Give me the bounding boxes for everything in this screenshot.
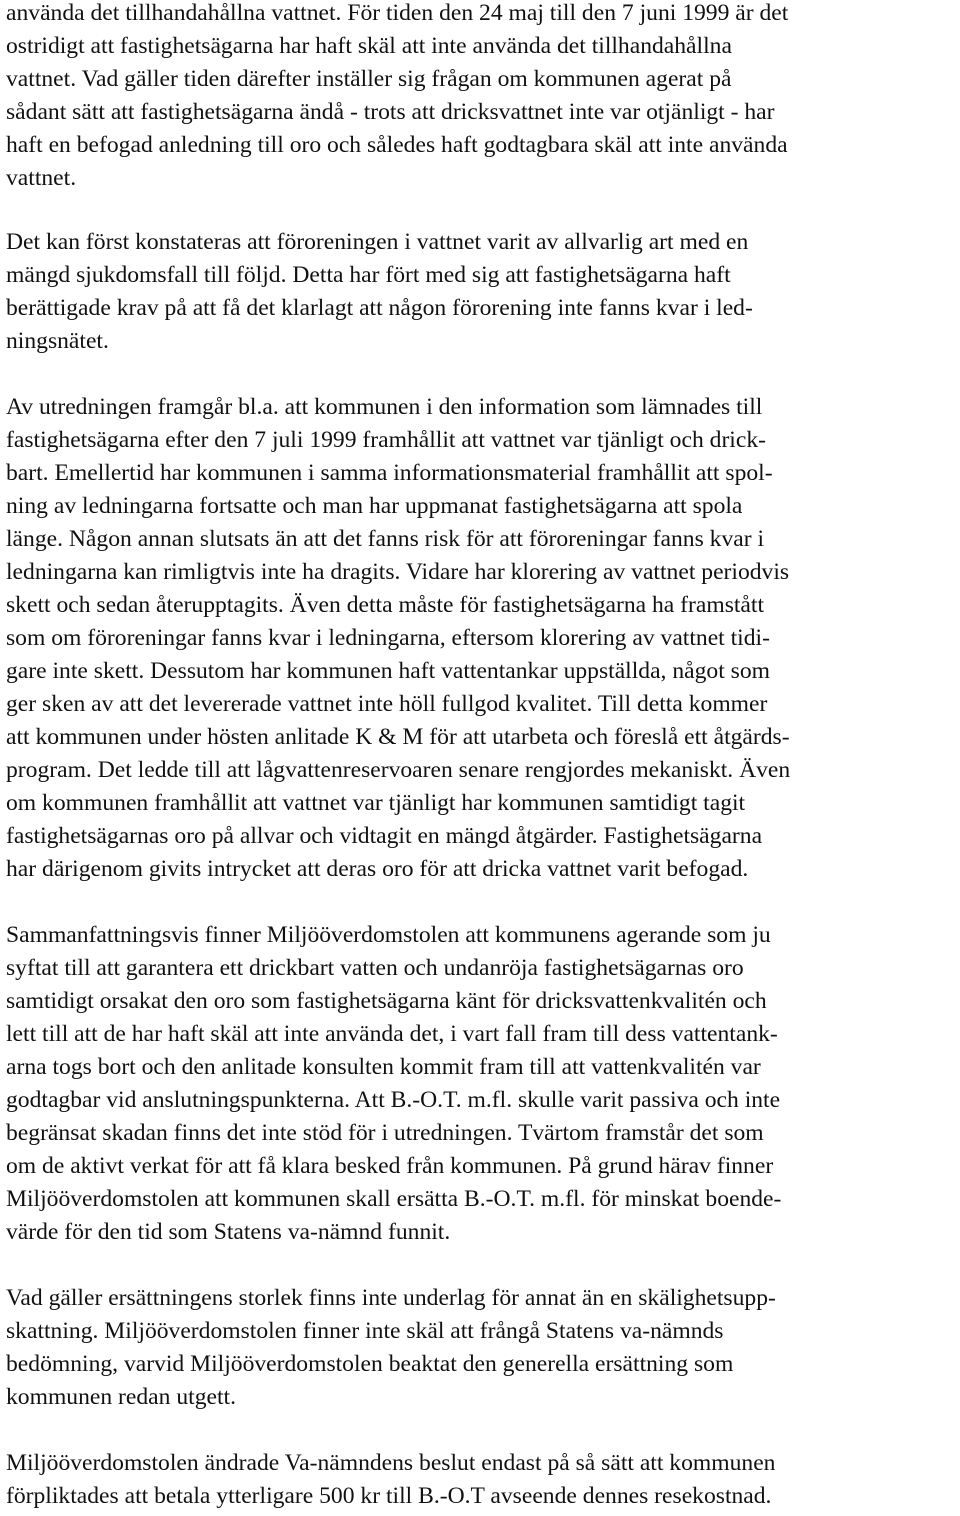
paragraph-4 — [6, 919, 958, 1249]
paragraph-2 — [6, 226, 958, 358]
text-line: har därigenom givits intrycket att deras oro för att dricka vattnet varit befogad. — [6, 856, 749, 882]
text-line: kommunen redan utgett. — [6, 1384, 236, 1410]
text-line: program. Det ledde till att lågvattenreservoaren senare rengjordes mekaniskt. Även — [6, 757, 791, 783]
text-line: Det kan först konstateras att föroreningen i vattnet varit av allvarlig art med en — [6, 229, 749, 255]
text-line: länge. Någon annan slutsats än att det fanns risk för att föroreningar fanns kvar i — [6, 526, 765, 552]
text-line: gare inte skett. Dessutom har kommunen haft vattentankar uppställda, något som — [6, 658, 770, 684]
text-line: begränsat skadan finns det inte stöd för i utredningen. Tvärtom framstår det som — [6, 1120, 764, 1146]
text-line: fastighetsägarnas oro på allvar och vidtagit en mängd åtgärder. Fastighetsägarna — [6, 823, 763, 849]
text-line: Vad gäller ersättningens storlek finns inte underlag för annat än en skälighetsupp- — [6, 1285, 776, 1311]
text-line: berättigade krav på att få det klarlagt att någon förorening inte fanns kvar i led- — [6, 295, 753, 321]
text-line: arna togs bort och den anlitade konsulten kommit fram till att vattenkvalitén var — [6, 1054, 761, 1080]
text-line: om de aktivt verkat för att få klara besked från kommunen. På grund härav finner — [6, 1153, 774, 1179]
paragraph-1 — [6, 0, 958, 195]
text-line: bart. Emellertid har kommunen i samma informationsmaterial framhållit att spol- — [6, 460, 773, 486]
text-line: vattnet. — [6, 165, 77, 191]
text-line: ningsnätet. — [6, 328, 109, 354]
text-line: vattnet. Vad gäller tiden därefter inställer sig frågan om kommunen agerat på — [6, 66, 732, 92]
paragraph-6 — [6, 1447, 958, 1513]
text-line: använda det tillhandahållna vattnet. För tiden den 24 maj till den 7 juni 1999 är det — [6, 0, 789, 26]
text-line: ger sken av att det levererade vattnet inte höll fullgod kvalitet. Till detta kommer — [6, 691, 768, 717]
text-line: samtidigt orsakat den oro som fastighetsägarna känt för dricksvattenkvalitén och — [6, 988, 767, 1014]
text-line: att kommunen under hösten anlitade K & M för att utarbeta och föreslå ett åtgärds- — [6, 724, 790, 750]
text-line: godtagbar vid anslutningspunkterna. Att B.-O.T. m.fl. skulle varit passiva och inte — [6, 1087, 781, 1113]
text-line: förpliktades att betala ytterligare 500 kr till B.-O.T avseende dennes resekostnad. — [6, 1483, 772, 1509]
text-line: mängd sjukdomsfall till följd. Detta har fört med sig att fastighetsägarna haft — [6, 262, 731, 288]
text-line: som om föroreningar fanns kvar i ledningarna, eftersom klorering av vattnet tidi- — [6, 625, 770, 651]
text-line: om kommunen framhållit att vattnet var tjänligt har kommunen samtidigt tagit — [6, 790, 746, 816]
text-line: Sammanfattningsvis finner Miljööverdomstolen att kommunens agerande som ju — [6, 922, 771, 948]
text-line: bedömning, varvid Miljööverdomstolen beaktat den generella ersättning som — [6, 1351, 734, 1377]
text-line: syftat till att garantera ett drickbart vatten och undanröja fastighetsägarnas oro — [6, 955, 744, 981]
text-line: Av utredningen framgår bl.a. att kommunen i den information som lämnades till — [6, 394, 763, 420]
paragraph-3 — [6, 391, 958, 886]
text-line: skattning. Miljööverdomstolen finner inte skäl att frångå Statens va-nämnds — [6, 1318, 724, 1344]
text-line: fastighetsägarna efter den 7 juli 1999 framhållit att vattnet var tjänligt och drick- — [6, 427, 766, 453]
text-line: värde för den tid som Statens va-nämnd funnit. — [6, 1219, 451, 1245]
text-line: sådant sätt att fastighetsägarna ändå - trots att dricksvattnet inte var otjänligt - har — [6, 99, 775, 125]
text-line: ning av ledningarna fortsatte och man har uppmanat fastighetsägarna att spola — [6, 493, 743, 519]
text-line: Miljööverdomstolen ändrade Va-nämndens beslut endast på så sätt att kommunen — [6, 1450, 776, 1476]
text-line: lett till att de har haft skäl att inte använda det, i vart fall fram till dess vattentank- — [6, 1021, 778, 1047]
text-line: Miljööverdomstolen att kommunen skall ersätta B.-O.T. m.fl. för minskat boende- — [6, 1186, 782, 1212]
text-line: skett och sedan återupptagits. Även detta måste för fastighetsägarna ha framstått — [6, 592, 765, 618]
text-line: haft en befogad anledning till oro och således haft godtagbara skäl att inte använda — [6, 132, 788, 158]
paragraph-5 — [6, 1282, 958, 1414]
text-line: ostridigt att fastighetsägarna har haft skäl att inte använda det tillhandahållna — [6, 33, 732, 59]
text-line: ledningarna kan rimligtvis inte ha dragits. Vidare har klorering av vattnet periodvis — [6, 559, 790, 585]
